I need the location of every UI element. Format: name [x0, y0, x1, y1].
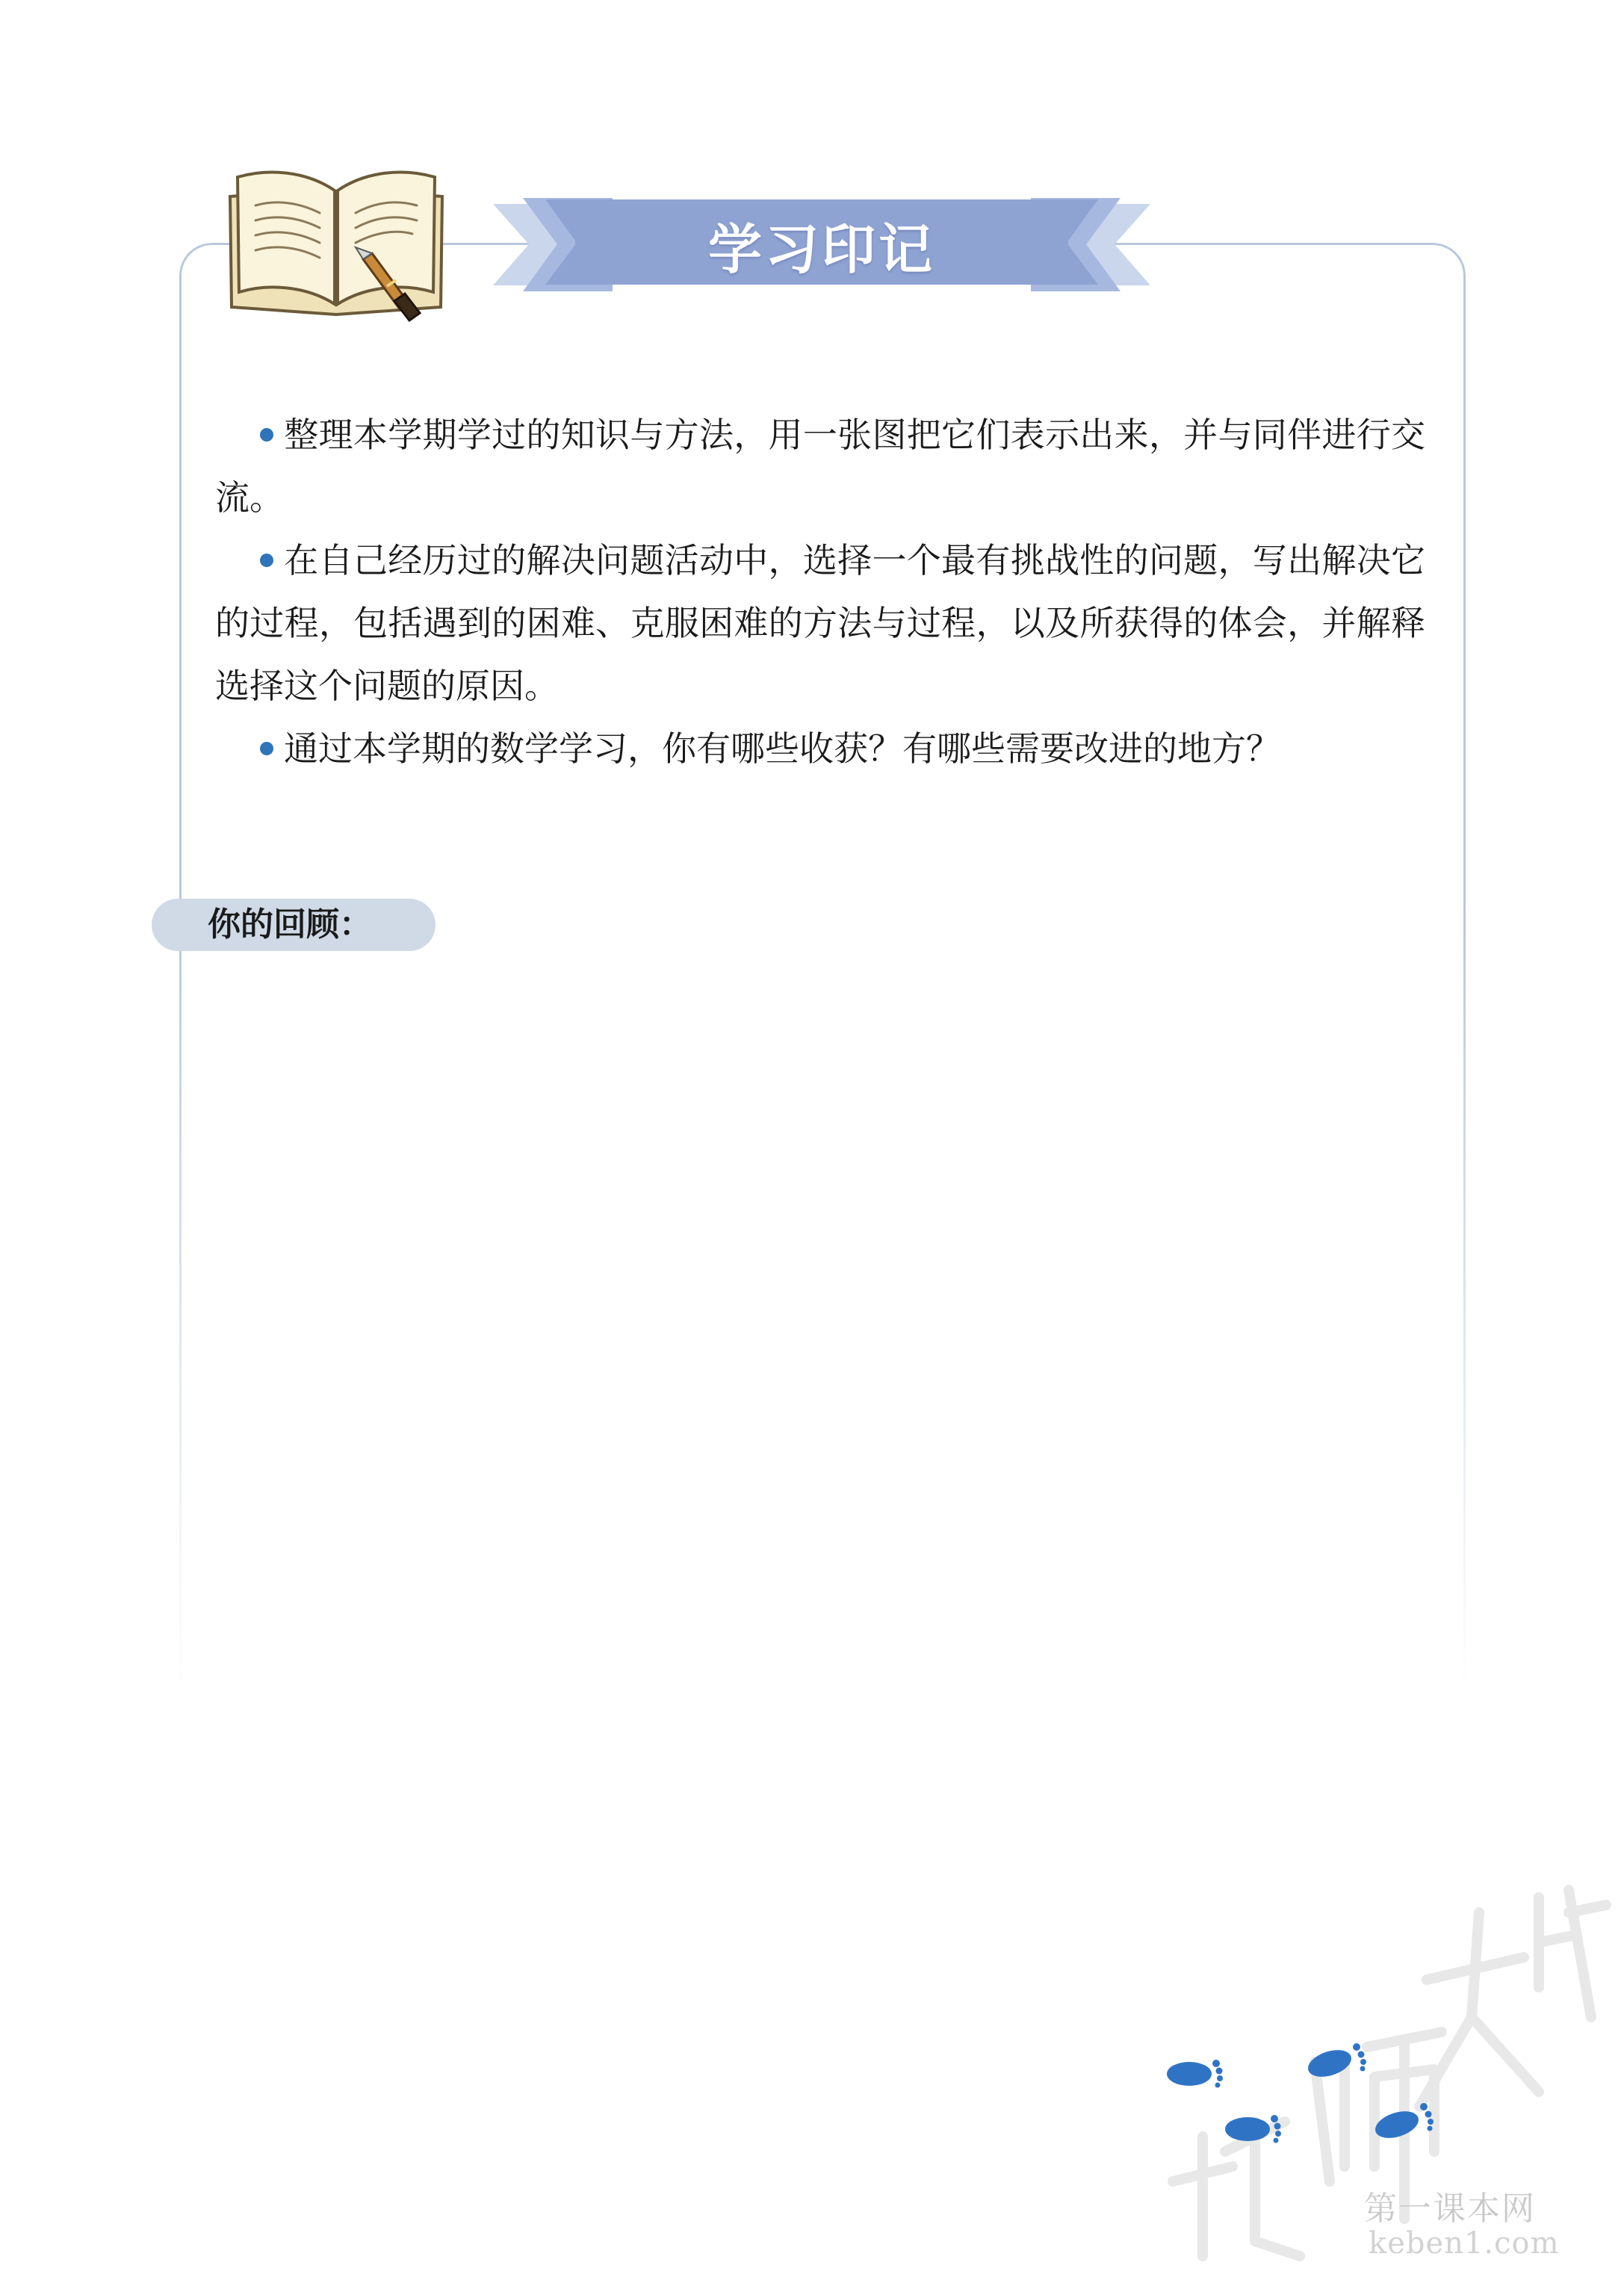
list-item — [215, 403, 1425, 529]
open-book-icon — [217, 161, 456, 332]
list-item-text: 通过本学期的数学学习，你有哪些收获？有哪些需要改进的地方？ — [284, 728, 1280, 769]
instruction-list — [215, 403, 1425, 780]
watermark-site-cn: 第一课本网 — [1364, 2190, 1536, 2228]
list-item-text: 整理本学期学过的知识与方法，用一张图把它们表示出来，并与同伴进行交流。 — [215, 415, 1425, 518]
watermark-site-en: keben1.com — [1369, 2226, 1560, 2261]
section-title: 学习印记 — [707, 217, 935, 281]
footprints-icon — [1150, 2025, 1464, 2159]
list-item — [215, 717, 1425, 780]
list-item — [215, 529, 1425, 717]
bullet-icon — [260, 428, 273, 442]
bullet-icon — [260, 554, 273, 567]
review-label: 你的回顾： — [208, 905, 372, 944]
bullet-icon — [260, 742, 273, 755]
list-item-text: 在自己经历过的解决问题活动中，选择一个最有挑战性的问题，写出解决它的过程，包括遇到的困难、克服困难的方法与过程，以及所获得的体会，并解释选择这个问题的原因。 — [215, 540, 1425, 706]
